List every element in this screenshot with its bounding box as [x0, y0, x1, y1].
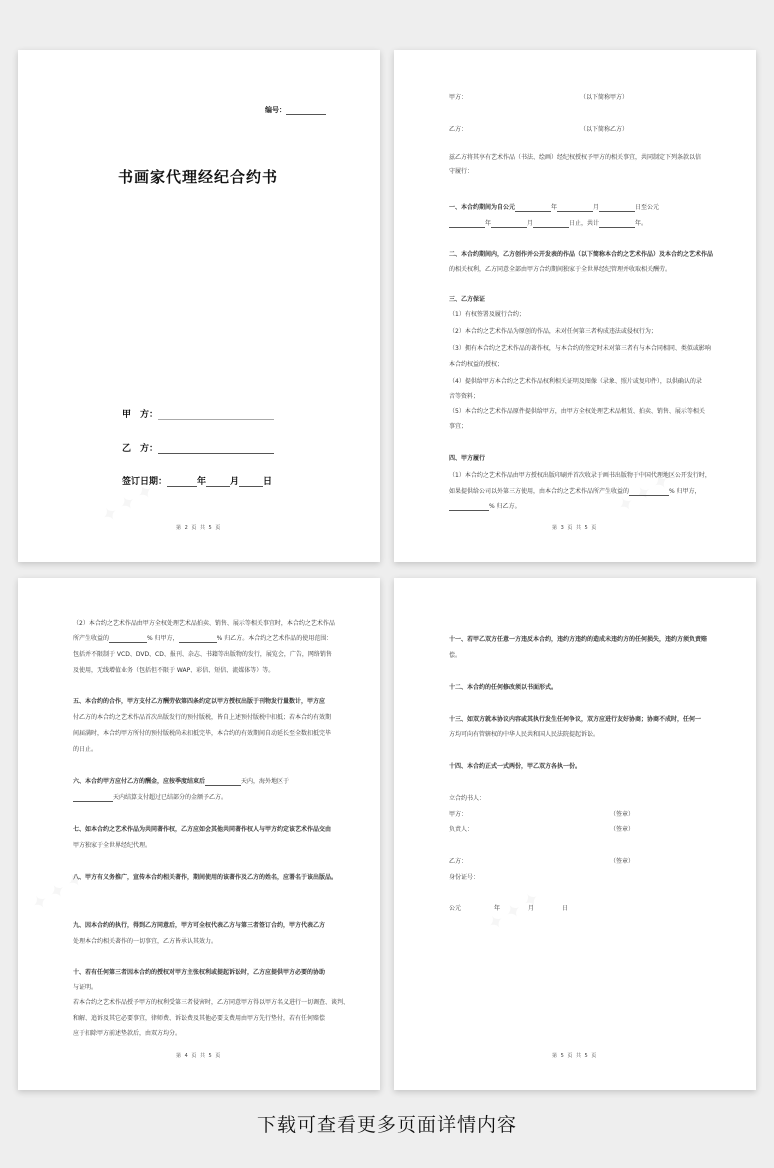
- clause-6-text: 天内，海外地区于: [241, 778, 290, 785]
- clause-6-text: 天内结算支付超过已结部分的金额予乙方。: [113, 794, 228, 801]
- clause-3-title: 三、乙方保证: [449, 296, 486, 303]
- principal-label: 负责人：: [449, 826, 474, 833]
- clause-5-line-1: 五、本合约的合作，甲方支付乙方酬劳依第四条约定以甲方授权出版于刊物发行量数计，甲方应: [73, 698, 326, 705]
- clause-14: 十四、本合约正式一式两份，甲乙双方各执一份。: [449, 763, 582, 770]
- clause-3-item: （2）本合约之艺术作品为原创的作品，未对任何第三者构成违法或侵权行为；: [449, 328, 657, 335]
- watermark: [482, 883, 548, 936]
- month-label: 月: [593, 204, 600, 211]
- day-label: 日: [263, 477, 273, 487]
- clause-4-line-1: （1）本合约之艺术作品由甲方授权出版印刷并首次收录于画书出版物于中国代理地区公开发行时，: [449, 472, 711, 479]
- clause-4-line-3: [449, 503, 521, 511]
- clause-6-line-1: [73, 778, 289, 786]
- clause-6-line-2: [73, 794, 227, 802]
- signers-label: 立合约书人：: [449, 795, 486, 802]
- clause-text: 所产生收益的: [73, 635, 110, 642]
- party-a-label: 甲方：: [449, 811, 468, 818]
- year-label: 年: [197, 477, 207, 487]
- clause-5-line-2: 付乙方的本合约之艺术作品首次出版发行的预付版税，皆自上述预付版税中扣抵；若本合约有效期: [73, 714, 332, 721]
- clause-10-line-3: 若本合约之艺术作品授予甲方的权利受第三者侵害时，乙方同意甲方得以甲方名义进行一切调查、谈判、: [73, 999, 350, 1006]
- page-footer: 第 2 页 共 5 页: [176, 525, 222, 531]
- seal-label: （签章）: [610, 858, 635, 865]
- clause-13-line-1: 十三、如双方就本协议内容或其执行发生任何争议，双方应进行友好协商；协商不成时，任何一: [449, 716, 702, 723]
- clause-5-line-4: 的日止。: [73, 746, 98, 753]
- party-a-note: （以下简称甲方）: [580, 94, 629, 101]
- clause-4-line-2: [449, 488, 701, 496]
- percent-label: % 归乙方。本合约之艺术作品的使用范围：: [216, 635, 333, 642]
- clause-4-2-line-4: 及使用，无线增值业务（包括但不限于 WAP、彩信、短信、流媒体等）等。: [73, 667, 275, 674]
- clause-10-line-4: 和解、追诉及其它必要事宜，律师费、诉讼费及其他必要支费用由甲方先行垫付，若有任何赔偿: [73, 1015, 326, 1022]
- contract-page-cover: [18, 50, 380, 562]
- clause-2-line-1: 二、本合约期间内，乙方创作并公开发表的作品（以下简称本合约之艺术作品）及本合约之艺术作品: [449, 251, 714, 258]
- clause-1-line-1: [449, 204, 659, 212]
- number-label: 编号：: [265, 106, 286, 114]
- number-field: [265, 104, 326, 115]
- date-era-label: 公元: [449, 905, 462, 912]
- clause-1-text: 一、本合约期间为自公元: [449, 204, 516, 211]
- clause-3-item: 音等资料；: [449, 393, 480, 400]
- contract-page-2: [394, 50, 756, 562]
- clause-10-line-2: 与证明。: [73, 984, 98, 991]
- until-label: 日至公元: [635, 204, 660, 211]
- clause-4-title: 四、甲方履行: [449, 455, 486, 462]
- clause-10-line-5: 应于扣除甲方前述垫款后，由双方均分。: [73, 1030, 182, 1037]
- clause-3-item: 本合约权益的授权；: [449, 361, 504, 368]
- seal-label: （签章）: [610, 811, 635, 818]
- document-title: 书画家代理经纪合约书: [118, 168, 279, 186]
- clause-12: 十二、本合约的任何修改须以书面形式。: [449, 684, 558, 691]
- seal-label: （签章）: [610, 826, 635, 833]
- intro-line-1: 兹乙方将其享有艺术作品（书法、绘画）经纪权授权予甲方的相关事宜，共同制定下列条款以信: [449, 154, 702, 161]
- page-footer: 第 5 页 共 5 页: [552, 1053, 598, 1059]
- month-label: 月: [230, 477, 240, 487]
- clause-11-line-2: 偿。: [449, 652, 462, 659]
- clause-3-item: （5）本合约之艺术作品原件提供给甲方，由甲方全权处理艺术品租赁、拍卖、销售、展示等相关: [449, 408, 705, 415]
- download-caption: 下载可查看更多页面详情内容: [256, 1114, 517, 1136]
- party-b-label: 乙方：: [449, 858, 468, 865]
- month-label: 月: [527, 220, 534, 227]
- watermark: [26, 863, 92, 916]
- month-label: 月: [528, 905, 535, 912]
- page-footer: 第 3 页 共 5 页: [552, 525, 598, 531]
- clause-3-item: （4）提供给甲方本合约之艺术作品权利相关证明及图像（录象、照片或复印件），以供确认的录: [449, 378, 702, 385]
- clause-2-line-2: 的相关权利，乙方同意全部由甲方合约期间独家于全世界经纪管理并收取相关酬劳。: [449, 266, 672, 273]
- year-label: 年: [551, 204, 558, 211]
- day-label: 日: [562, 905, 569, 912]
- clause-4-2-line-2: [73, 635, 332, 643]
- clause-1-line-2: [449, 220, 647, 228]
- clause-4-2-line-3: 包括并不限制于 VCD、DVD、CD、报刊、杂志、书籍等出版物的发行，展览会，广告，网络销售: [73, 651, 332, 658]
- contract-page-3: [18, 578, 380, 1090]
- party-b-label: 乙方：: [449, 126, 468, 133]
- page-footer: 第 4 页 共 5 页: [176, 1053, 222, 1059]
- party-b-field: [122, 441, 274, 454]
- clause-7-line-2: 甲方独家于全世界经纪代理。: [73, 842, 152, 849]
- clause-3-item: 事宜；: [449, 423, 468, 430]
- id-number-label: 身份证号：: [449, 874, 480, 881]
- clause-9-line-1: 九、因本合约的执行，得到乙方同意后，甲方可全权代表乙方与第三者签订合约，甲方代表乙方: [73, 922, 326, 929]
- year-label: 年: [494, 905, 501, 912]
- year-label: 年。: [635, 220, 648, 227]
- party-a-label: 甲 方：: [122, 410, 159, 420]
- clause-10-line-1: 十、若有任何第三者因本合约的授权对甲方主张权利或提起诉讼时，乙方应提供甲方必要的协助: [73, 969, 326, 976]
- contract-page-4: [394, 578, 756, 1090]
- sign-date-field: [122, 474, 272, 487]
- clause-3-item: （3）拥有本合约之艺术作品的著作权，与本合约的签定时未对第三者有与本合同相同、类似或影响: [449, 345, 711, 352]
- party-b-line: [449, 126, 467, 134]
- clause-6-text: 六、本合约甲方应付乙方的酬金，应按季度结束后: [73, 778, 206, 785]
- party-a-label: 甲方：: [449, 94, 468, 101]
- clause-11-line-1: 十一、若甲乙双方任意一方违反本合约，违约方违约的造成未违约方的任何损失，违约方须负责赔: [449, 636, 708, 643]
- clause-4-2-line-1: （2）本合约之艺术作品由甲方全权处理艺术品拍卖、销售、展示等相关事宜时，本合约之艺术作品: [73, 620, 335, 627]
- party-b-label: 乙 方：: [122, 444, 159, 454]
- sign-date-label: 签订日期：: [122, 477, 168, 487]
- total-label: 日止，共计: [569, 220, 600, 227]
- year-label: 年: [485, 220, 492, 227]
- intro-line-2: 守履行：: [449, 168, 474, 175]
- party-b-note: （以下简称乙方）: [580, 126, 629, 133]
- party-a-field: [122, 407, 274, 420]
- clause-9-line-2: 处理本合约相关著作的一切事宜，乙方皆承认其效力。: [73, 938, 218, 945]
- clause-7-line-1: 七、如本合约之艺术作品为共同著作权，乙方应如会其他共同著作权人与甲方约定该艺术作品交由: [73, 826, 332, 833]
- clause-13-line-2: 方均可向有管辖权的中华人民共和国人民法院提起诉讼。: [449, 731, 600, 738]
- clause-5-line-3: 间届满时，本合约甲方所付的预付版税尚未扣抵完毕，本合约的有效期间自动延长至全数扣抵完毕: [73, 730, 332, 737]
- percent-label: % 归甲方，: [669, 488, 701, 495]
- party-a-line: [449, 94, 467, 102]
- clause-8: 八、甲方有义务推广，宣传本合约相关著作，期间使用的该著作及乙方的姓名，应署名于该出版品。: [73, 874, 338, 881]
- clause-3-item: （1）有权签署及履行合约；: [449, 311, 525, 318]
- percent-label: % 归甲方，: [147, 635, 179, 642]
- percent-label: % 归乙方。: [489, 503, 521, 510]
- clause-4-text: 如果提供给公司以外第三方使用，由本合约之艺术作品所产生收益的: [449, 488, 630, 495]
